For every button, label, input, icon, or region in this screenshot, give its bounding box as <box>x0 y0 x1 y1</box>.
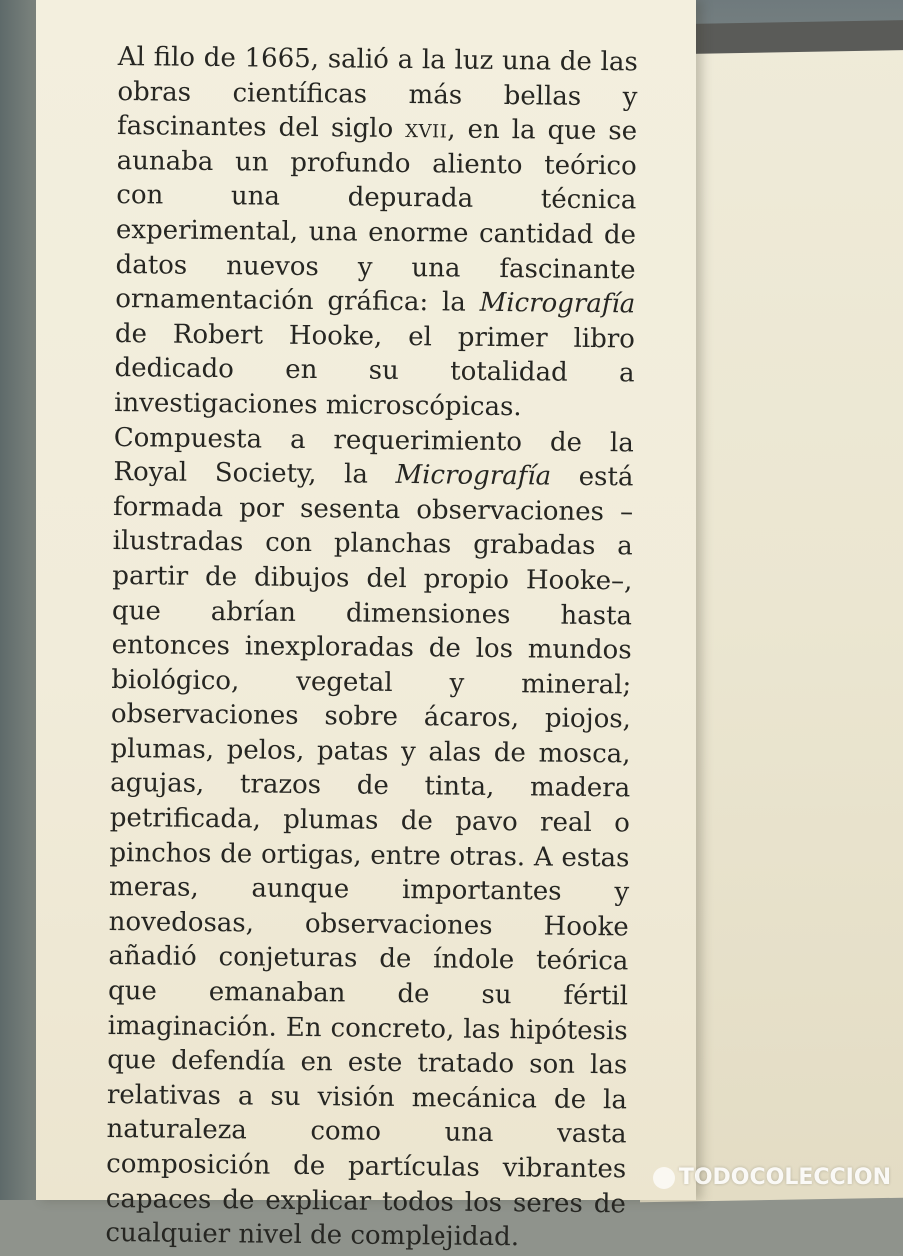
text-segment: Compuesta a requerimiento de la Royal Society, la <box>113 422 634 491</box>
watermark-logo-icon <box>653 1167 675 1189</box>
watermark-text: TODOCOLECCION <box>678 1165 891 1190</box>
book-flap <box>36 0 696 1253</box>
book-cover-edge <box>692 20 903 54</box>
text-segment: , en la que se aunaba un profundo aliento teórico con una depurada técnica experimental, una enorme cantidad de datos nuevos y una fascinante ornamentación gráfica: la <box>115 114 638 318</box>
book-title-italic: Micrografía <box>479 287 636 320</box>
text-segment: está formada por sesenta observaciones –ilustradas con planchas grabadas a partir de dibujos del propio Hooke–, que abrían dimensiones hasta entonces inexploradas de los mundos biológico, vegetal y mineral; observaciones sobre ácaros, piojos, plumas, pelos, patas y alas de mosca, agujas, trazos de tinta, madera petrificada, plumas de pavo real o pinchos de ortigas, entre otras. A estas meras, aunque importantes y novedosas, observaciones Hooke añadió conjeturas de índole teórica que emanaban de su fértil imaginación. En concreto, las hipótesis que defendía en este tratado son las relativas a su visión mecánica de la naturaleza como una vasta composición de partículas vibrantes capaces de explicar todos los seres de cualquier nivel de complejidad. <box>105 461 634 1253</box>
roman-century-smallcaps: xvii <box>405 114 448 145</box>
text-segment: de Robert Hooke, el primer libro dedicado en su totalidad a investigaciones microscópicas. <box>114 318 636 423</box>
watermark <box>653 1165 891 1190</box>
flap-text-block <box>105 40 638 1256</box>
book-title-italic: Micrografía <box>395 460 552 492</box>
flap-paragraph-1 <box>114 40 638 426</box>
text-segment: Al filo de 1665, salió a la luz una de las obras científicas más bellas y fascinantes del siglo <box>116 41 638 145</box>
background-surface-left <box>0 0 40 1200</box>
flap-paragraph-2 <box>105 421 634 1256</box>
